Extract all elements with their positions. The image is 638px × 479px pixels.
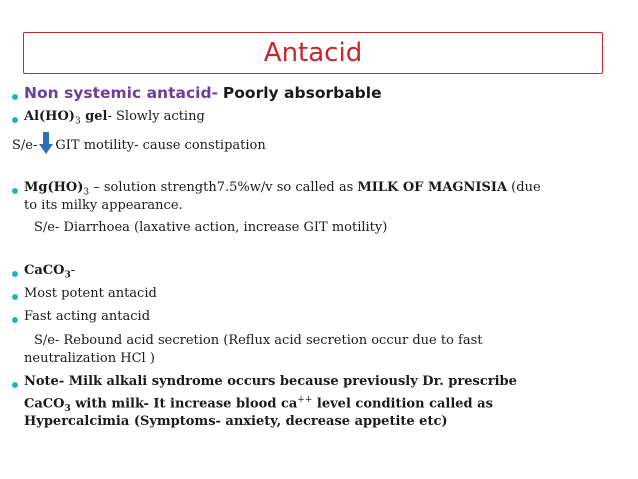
- se-aluminium-desc: GIT motility- cause constipation: [55, 138, 266, 153]
- formula-caco3: CaCO: [24, 263, 65, 278]
- gel-label: gel: [80, 109, 108, 124]
- term-non-systemic: Non systemic antacid-: [24, 84, 218, 102]
- bullet-dot-icon: [12, 117, 18, 123]
- bullet-dot-icon: [12, 382, 18, 388]
- se-prefix: S/e-: [12, 138, 38, 153]
- superscript: ++: [297, 395, 313, 405]
- bullet-dot-icon: [12, 94, 18, 100]
- aluminium-desc: - Slowly acting: [107, 109, 205, 124]
- note-line-3: Hypercalcimia (Symptoms- anxiety, decrease appetite etc): [24, 414, 448, 429]
- side-effect-magnesium: S/e- Diarrhoea (laxative action, increase GIT motility): [34, 220, 388, 235]
- bullet-item-potent: Most potent antacid: [24, 286, 157, 301]
- side-effect-caco3-cont: neutralization HCl ): [24, 351, 155, 366]
- bullet-item-magnesium: [24, 180, 541, 198]
- bullet-dot-icon: [12, 188, 18, 194]
- bullet-dot-icon: [12, 317, 18, 323]
- formula-alho: Al(HO): [24, 109, 75, 124]
- magnesium-desc-tail: (due: [507, 180, 541, 195]
- magnesium-desc-cont: to its milky appearance.: [24, 198, 183, 213]
- side-effect-aluminium: [12, 132, 266, 154]
- subscript: 3: [83, 187, 90, 198]
- bullet-item-fast: Fast acting antacid: [24, 309, 151, 324]
- bullet-item-aluminium: [24, 109, 205, 127]
- magnesium-desc: – solution strength7.5%w/v so called as: [89, 180, 358, 195]
- title-box: [23, 32, 603, 74]
- term-poorly-absorbable: Poorly absorbable: [222, 84, 382, 102]
- bullet-item-non-systemic: [24, 84, 382, 102]
- bullet-dot-icon: [12, 294, 18, 300]
- subscript: 3: [64, 403, 71, 414]
- bullet-item-caco3: [24, 263, 75, 281]
- bullet-dot-icon: [12, 271, 18, 277]
- milk-of-magnisia: MILK OF MAGNISIA: [357, 180, 508, 195]
- caco3-dash: -: [70, 263, 76, 278]
- formula-caco3-note: CaCO: [24, 396, 65, 412]
- down-arrow-icon: [38, 132, 54, 154]
- formula-mgho: Mg(HO): [24, 180, 84, 195]
- side-effect-caco3: S/e- Rebound acid secretion (Reflux acid secretion occur due to fast: [34, 333, 483, 348]
- subscript: 3: [74, 116, 81, 127]
- note-line-1: Note- Milk alkali syndrome occurs because previously Dr. prescribe: [24, 374, 517, 389]
- slide-title: Antacid: [263, 38, 363, 68]
- subscript: 3: [64, 270, 71, 281]
- note-text-c: level condition called as: [312, 396, 493, 412]
- note-line-2: [24, 395, 493, 414]
- note-text-b: with milk- It increase blood ca: [70, 396, 298, 412]
